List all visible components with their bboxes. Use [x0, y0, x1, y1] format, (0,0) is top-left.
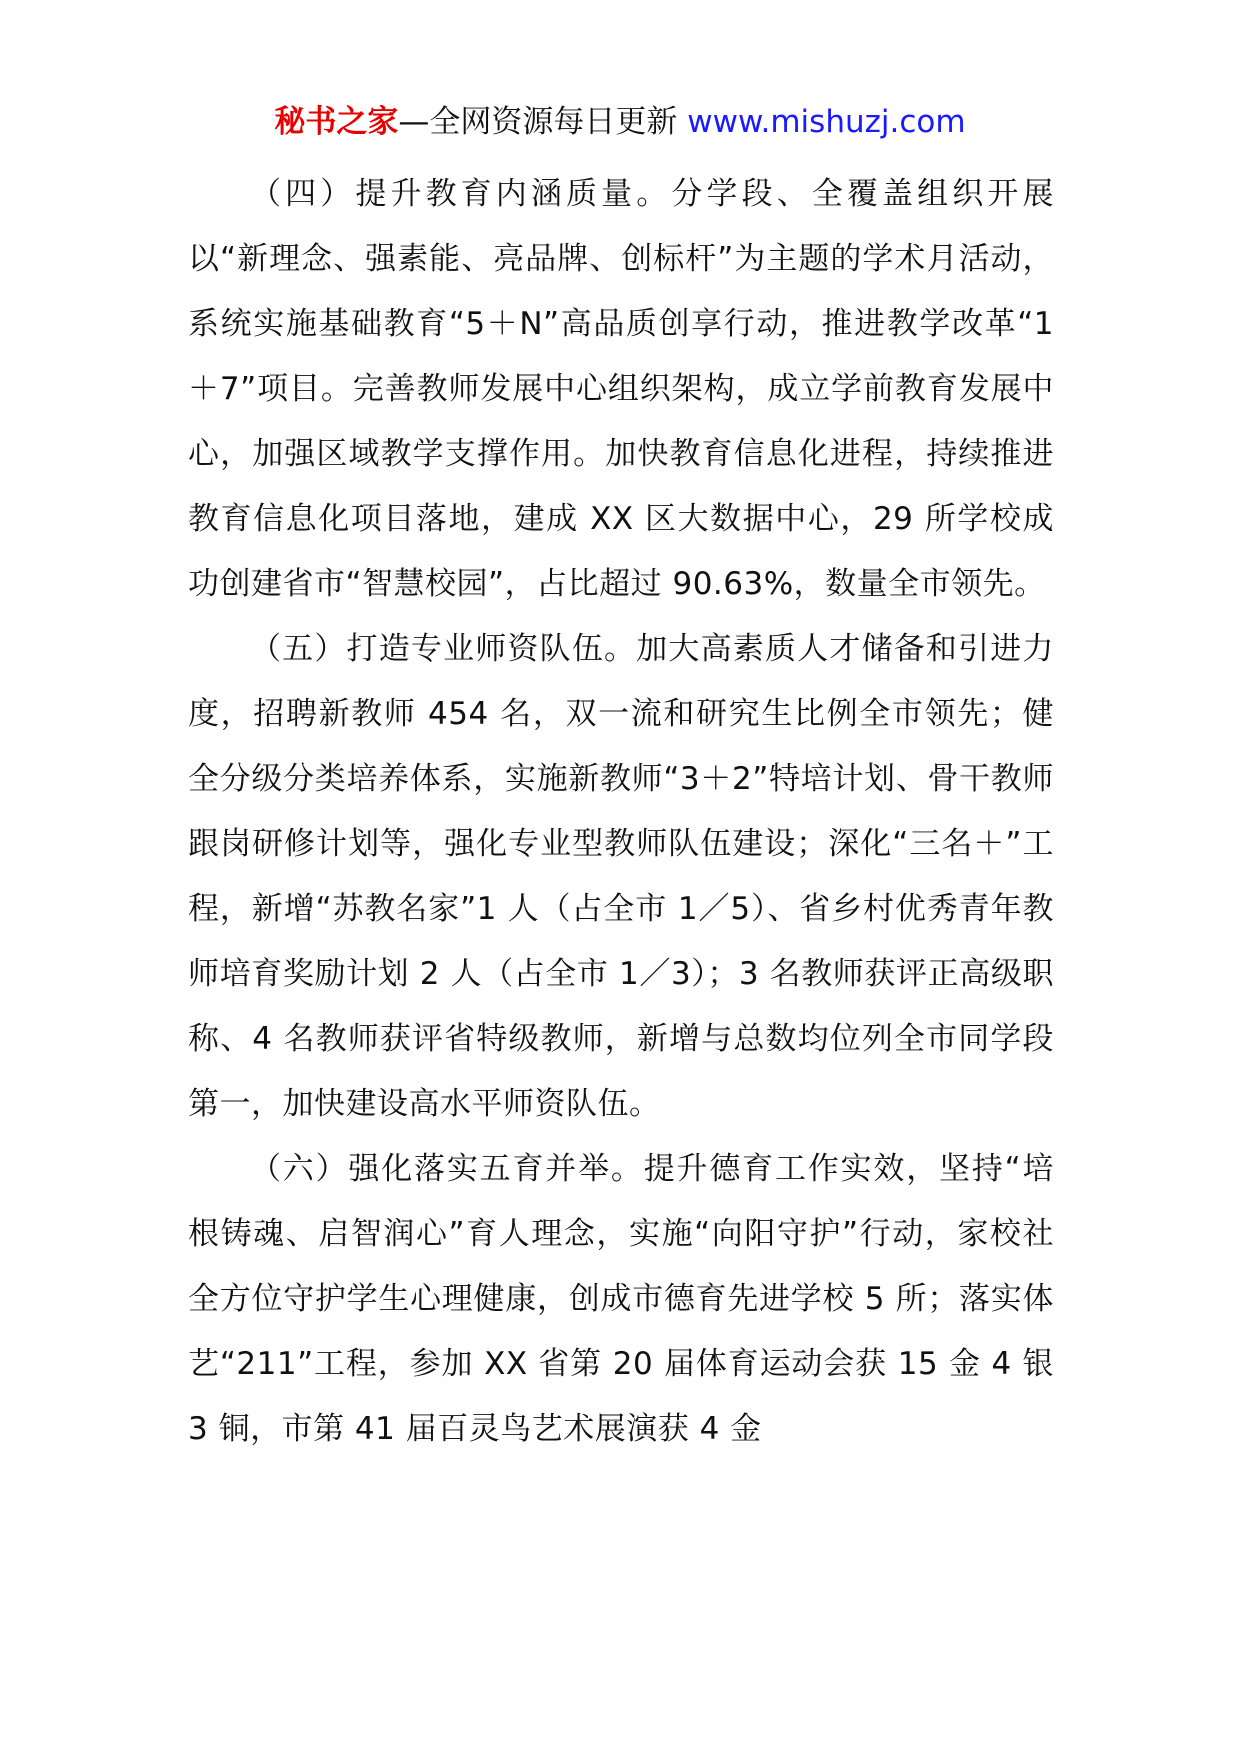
paragraph-five-education: （六）强化落实五育并举。提升德育工作实效，坚持“培根铸魂、启智润心”育人理念，实施“向阳守护”行动，家校社全方位守护学生心理健康，创成市德育先进学校 5 所；落实体艺“211”工程，参加 XX 省第 20 届体育运动会获 15 金 4 银 3 铜，市第 41 届百灵鸟艺术展演获 4 金 [188, 1151, 1054, 1447]
header-tagline: —全网资源每日更新 [398, 104, 688, 140]
page-header [0, 100, 1240, 144]
site-url-link[interactable]: www.mishuzj.com [687, 104, 966, 140]
brand-name: 秘书之家 [274, 104, 399, 140]
document-body [188, 162, 1054, 1462]
paragraph-teacher-team: （五）打造专业师资队伍。加大高素质人才储备和引进力度，招聘新教师 454 名，双一流和研究生比例全市领先；健全分级分类培养体系，实施新教师“3＋2”特培计划、骨干教师跟岗研修计划等，强化专业型教师队伍建设；深化“三名＋”工程，新增“苏教名家”1 人（占全市 1／5）、省乡村优秀青年教师培育奖励计划 2 人（占全市 1／3）；3 名教师获评正高级职称、4 名教师获评省特级教师，新增与总数均位列全市同学段第一，加快建设高水平师资队伍。 [188, 631, 1054, 1122]
paragraph-education-quality: （四）提升教育内涵质量。分学段、全覆盖组织开展以“新理念、强素能、亮品牌、创标杆”为主题的学术月活动，系统实施基础教育“5＋N”高品质创享行动，推进教学改革“1＋7”项目。完善教师发展中心组织架构，成立学前教育发展中心，加强区域教学支撑作用。加快教育信息化进程，持续推进教育信息化项目落地，建成 XX 区大数据中心，29 所学校成功创建省市“智慧校园”，占比超过 90.63%，数量全市领先。 [188, 176, 1054, 602]
